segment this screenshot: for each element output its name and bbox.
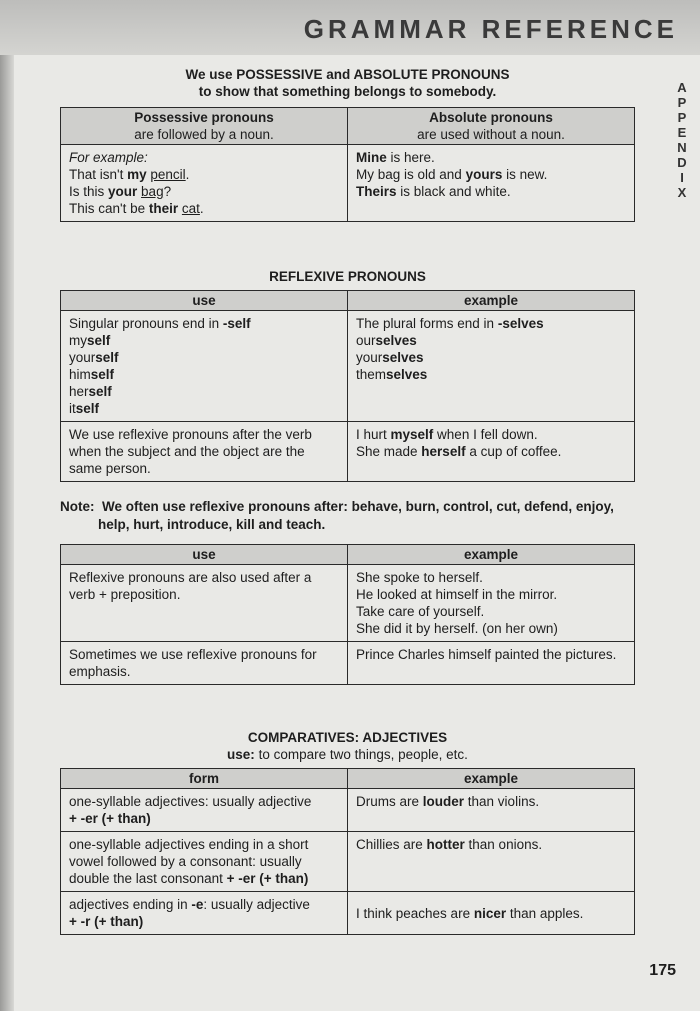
reflexive-note: Note: We often use reflexive pronouns after: behave, burn, control, cut, defend, enjoy, help, hurt, introduce, kill and teach. xyxy=(60,499,614,532)
verb-preposition-rule: Reflexive pronouns are also used after a verb + preposition. xyxy=(61,565,348,642)
comparative-example-3: I think peaches are nicer than apples. xyxy=(348,892,635,935)
use-col-header-2: use xyxy=(61,545,348,565)
page-number: 175 xyxy=(649,962,676,979)
absolute-col-header: Absolute pronouns are used without a noun. xyxy=(348,108,635,145)
same-person-rule: We use reflexive pronouns after the verb when the subject and the object are the same person. xyxy=(61,422,348,482)
form-col-header: form xyxy=(61,769,348,789)
side-label-letter: A xyxy=(677,80,687,95)
comparatives-heading: COMPARATIVES: ADJECTIVES use: to compare two things, people, etc. xyxy=(227,730,468,762)
possessive-heading: We use POSSESSIVE and ABSOLUTE PRONOUNS to show that something belongs to somebody. xyxy=(185,67,510,99)
header-bar xyxy=(0,0,700,55)
comparative-rule-1: one-syllable adjectives: usually adjective + -er (+ than) xyxy=(61,789,348,832)
example-col-header-2: example xyxy=(348,545,635,565)
emphasis-example: Prince Charles himself painted the pictures. xyxy=(348,642,635,685)
side-label-letter: I xyxy=(680,170,684,185)
possessive-col-header: Possessive pronouns are followed by a noun. xyxy=(61,108,348,145)
possessive-table xyxy=(60,107,635,222)
comparative-rule-3: adjectives ending in -e: usually adjective + -r (+ than) xyxy=(61,892,348,935)
singular-pronouns-cell: Singular pronouns end in -self myself yourself himself herself itself xyxy=(61,311,348,422)
side-label-letter: N xyxy=(677,140,687,155)
side-label-letter: E xyxy=(677,125,687,140)
side-label-letter: D xyxy=(677,155,687,170)
plural-pronouns-cell: The plural forms end in -selves ourselves yourselves themselves xyxy=(348,311,635,422)
side-label-appendix xyxy=(672,80,692,200)
comparatives-table xyxy=(60,768,635,935)
side-label-letter: P xyxy=(677,95,687,110)
reflexive-table xyxy=(60,290,635,482)
absolute-examples: Mine is here. My bag is old and yours is new. Theirs is black and white. xyxy=(348,145,635,222)
side-label-letter: P xyxy=(677,110,687,125)
comparative-example-2: Chillies are hotter than onions. xyxy=(348,832,635,892)
same-person-examples: I hurt myself when I fell down. She made herself a cup of coffee. xyxy=(348,422,635,482)
comparatives-example-col-header: example xyxy=(348,769,635,789)
possessive-examples: For example: That isn't my pencil. Is this your bag? This can't be their cat. xyxy=(61,145,348,222)
comparative-example-1: Drums are louder than violins. xyxy=(348,789,635,832)
emphasis-rule: Sometimes we use reflexive pronouns for emphasis. xyxy=(61,642,348,685)
book-spine-shadow xyxy=(0,0,14,1011)
reflexive-heading: REFLEXIVE PRONOUNS xyxy=(269,269,426,284)
side-label-letter: X xyxy=(677,185,687,200)
use-col-header: use xyxy=(61,291,348,311)
reflexive-table-2 xyxy=(60,544,635,685)
verb-preposition-examples: She spoke to herself. He looked at himself in the mirror. Take care of yourself. She did it by herself. (on her own) xyxy=(348,565,635,642)
example-col-header: example xyxy=(348,291,635,311)
comparative-rule-2: one-syllable adjectives ending in a short vowel followed by a consonant: usually double the last consonant + -er (+ than) xyxy=(61,832,348,892)
page-title: GRAMMAR REFERENCE xyxy=(303,14,678,44)
